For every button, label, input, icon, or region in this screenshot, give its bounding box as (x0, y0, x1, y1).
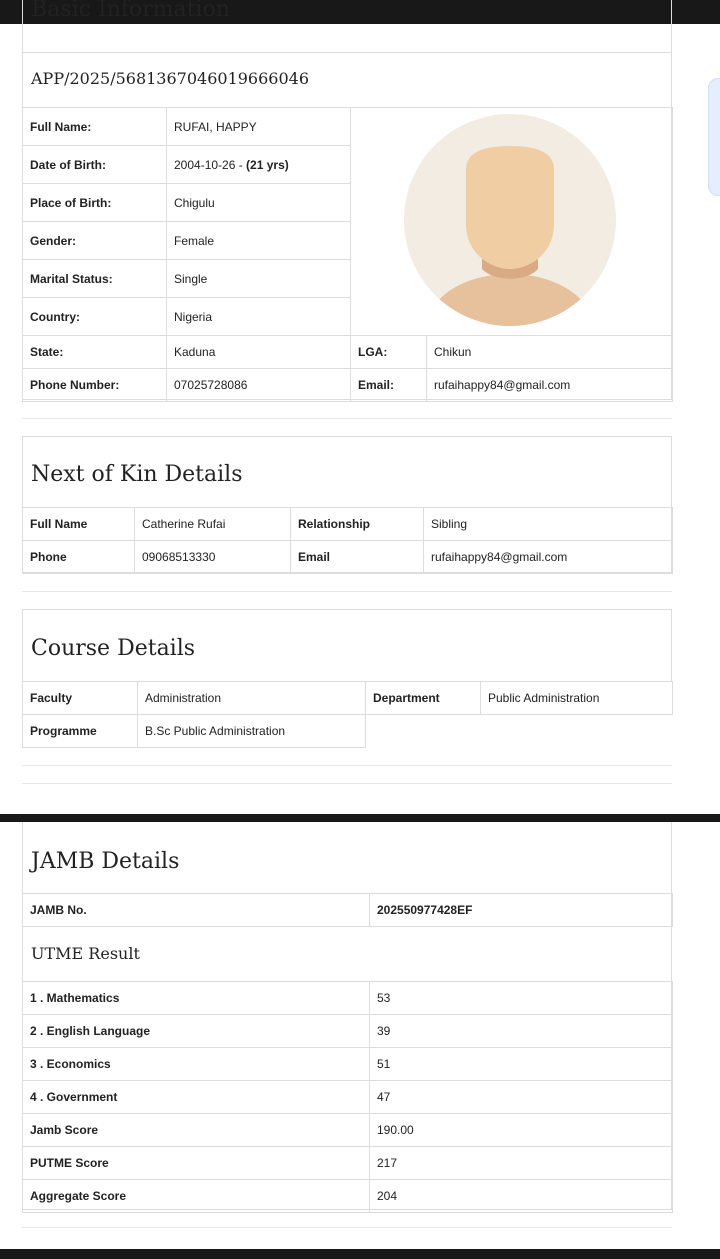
email-value: rufaihappy84@gmail.com (427, 369, 673, 402)
dob-value (167, 146, 351, 184)
kin-email-label: Email (291, 541, 424, 574)
country-label: Country: (23, 298, 167, 336)
divider (22, 591, 672, 592)
programme-label: Programme (23, 715, 138, 748)
gender-label: Gender: (23, 222, 167, 260)
section-separator-bar (0, 814, 720, 822)
application-number: APP/2025/5681367046019666046 (31, 69, 309, 88)
subject-label: 2 . English Language (23, 1015, 370, 1048)
kin-full-name-value: Catherine Rufai (135, 508, 291, 541)
subject-score: 39 (370, 1015, 673, 1048)
subject-label: 1 . Mathematics (23, 982, 370, 1015)
kin-phone-value: 09068513330 (135, 541, 291, 574)
full-name-label: Full Name: (23, 108, 167, 146)
divider (22, 52, 672, 53)
lga-value: Chikun (427, 336, 673, 369)
bottom-bar (0, 1249, 720, 1259)
divider (22, 783, 672, 784)
kin-phone-label: Phone (23, 541, 135, 574)
subject-label: 3 . Economics (23, 1048, 370, 1081)
utme-heading: UTME Result (31, 944, 140, 963)
country-value: Nigeria (167, 298, 351, 336)
dob-date: 2004-10-26 - (174, 157, 247, 172)
putme-score-label: PUTME Score (23, 1147, 370, 1180)
state-label: State: (23, 336, 167, 369)
full-name-value: RUFAI, HAPPY (167, 108, 351, 146)
lga-label: LGA: (351, 336, 427, 369)
jamb-score-label: Jamb Score (23, 1114, 370, 1147)
pob-value: Chigulu (167, 184, 351, 222)
subject-score: 53 (370, 982, 673, 1015)
course-heading: Course Details (31, 636, 196, 661)
phone-value: 07025728086 (167, 369, 351, 402)
empty-cell (481, 715, 673, 748)
subject-score: 51 (370, 1048, 673, 1081)
kin-table (22, 507, 673, 574)
dob-age: (21 yrs) (246, 157, 289, 172)
photo-cell (351, 108, 673, 336)
email-label: Email: (351, 369, 427, 402)
avatar-placeholder-icon (404, 114, 616, 326)
empty-cell (366, 715, 481, 748)
divider (22, 418, 672, 419)
aggregate-score-label: Aggregate Score (23, 1180, 370, 1213)
jamb-score-value: 190.00 (370, 1114, 673, 1147)
marital-status-label: Marital Status: (23, 260, 167, 298)
dob-label: Date of Birth: (23, 146, 167, 184)
phone-label: Phone Number: (23, 369, 167, 402)
kin-email-value: rufaihappy84@gmail.com (424, 541, 673, 574)
kin-heading: Next of Kin Details (31, 462, 243, 487)
jamb-no-table (22, 893, 673, 927)
department-value: Public Administration (481, 682, 673, 715)
kin-full-name-label: Full Name (23, 508, 135, 541)
kin-relationship-value: Sibling (424, 508, 673, 541)
programme-value: B.Sc Public Administration (138, 715, 366, 748)
jamb-no-value: 202550977428EF (370, 894, 673, 927)
putme-score-value: 217 (370, 1147, 673, 1180)
divider (22, 1227, 672, 1228)
basic-info-heading: Basic Information (31, 0, 230, 22)
jamb-no-label: JAMB No. (23, 894, 370, 927)
basic-info-table (22, 107, 673, 402)
state-value: Kaduna (167, 336, 351, 369)
aggregate-score-value: 204 (370, 1180, 673, 1213)
jamb-heading: JAMB Details (31, 849, 180, 874)
gender-value: Female (167, 222, 351, 260)
side-tab[interactable] (708, 78, 720, 196)
subject-score: 47 (370, 1081, 673, 1114)
pob-label: Place of Birth: (23, 184, 167, 222)
kin-relationship-label: Relationship (291, 508, 424, 541)
subject-label: 4 . Government (23, 1081, 370, 1114)
department-label: Department (366, 682, 481, 715)
faculty-value: Administration (138, 682, 366, 715)
course-table (22, 681, 673, 748)
utme-table (22, 981, 673, 1213)
marital-status-value: Single (167, 260, 351, 298)
faculty-label: Faculty (23, 682, 138, 715)
divider (22, 765, 672, 766)
